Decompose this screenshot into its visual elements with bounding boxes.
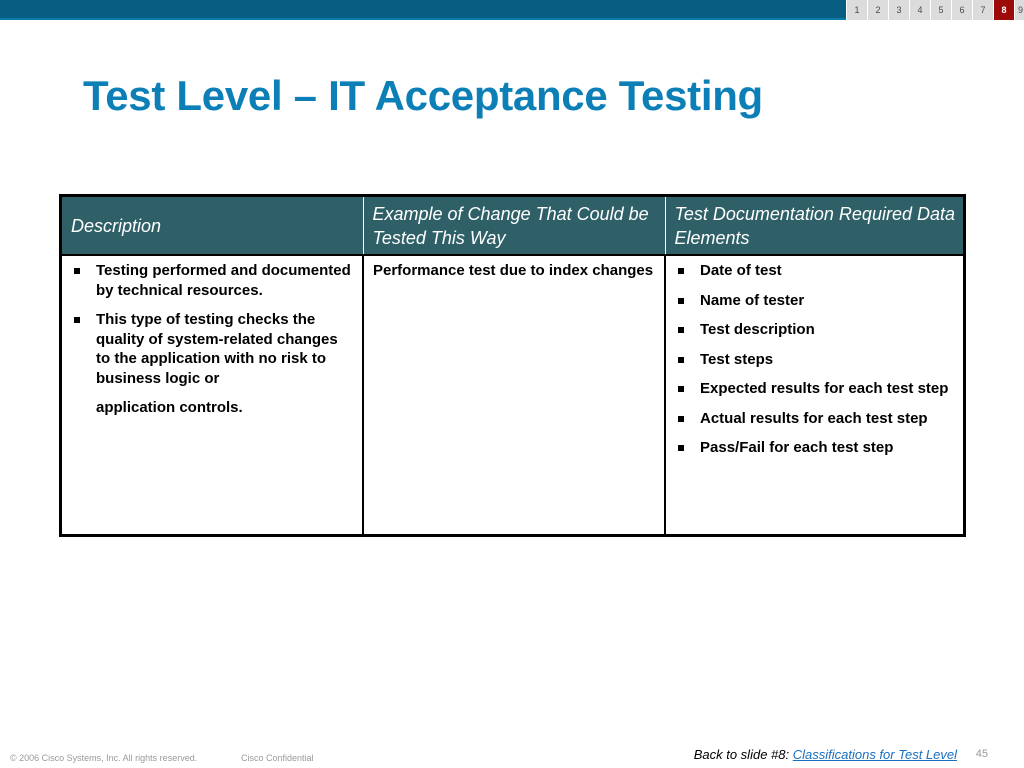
slide-nav [846, 0, 1024, 20]
header-example-change: Example of Change That Could be Tested This Way [363, 197, 665, 255]
slide-nav-item-5[interactable]: 5 [930, 0, 951, 20]
list-item: Expected results for each test step [675, 379, 955, 399]
slide-nav-item-4[interactable]: 4 [909, 0, 930, 20]
page-number: 45 [975, 748, 988, 760]
description-list [71, 261, 354, 388]
header-documentation: Test Documentation Required Data Elements [665, 197, 963, 255]
back-link-classifications[interactable]: Classifications for Test Level [792, 747, 957, 762]
cell-documentation [665, 255, 963, 534]
cell-example: Performance test due to index changes [363, 255, 665, 534]
header-description: Description [62, 197, 363, 255]
test-level-table [59, 194, 966, 537]
description-tail: application controls. [96, 399, 243, 416]
list-item: Pass/Fail for each test step [675, 438, 955, 458]
slide-nav-item-9[interactable]: 9 [1014, 0, 1024, 20]
list-item: Test steps [675, 350, 955, 370]
slide-title: Test Level – IT Acceptance Testing [83, 72, 763, 119]
list-item: This type of testing checks the quality of system-related changes to the application with no risk to business logic or [71, 310, 354, 388]
footer-confidential: Cisco Confidential [241, 753, 314, 763]
table-row [62, 255, 963, 534]
slide-nav-item-1[interactable]: 1 [846, 0, 867, 20]
list-item: Actual results for each test step [675, 409, 955, 429]
slide-nav-item-6[interactable]: 6 [951, 0, 972, 20]
list-item: Name of tester [675, 291, 955, 311]
cell-description [62, 255, 363, 534]
footer-copyright: © 2006 Cisco Systems, Inc. All rights reserved. [10, 753, 198, 763]
slide-nav-item-7[interactable]: 7 [972, 0, 993, 20]
slide-nav-item-2[interactable]: 2 [867, 0, 888, 20]
documentation-list [675, 261, 955, 458]
back-link-prefix: Back to slide #8: [693, 747, 790, 762]
list-item: Date of test [675, 261, 955, 281]
list-item: Testing performed and documented by technical resources. [71, 261, 354, 300]
back-to-slide [694, 747, 957, 762]
table-header-row [62, 197, 963, 255]
slide-nav-item-8-active[interactable]: 8 [993, 0, 1014, 20]
list-item: Test description [675, 320, 955, 340]
slide-nav-item-3[interactable]: 3 [888, 0, 909, 20]
